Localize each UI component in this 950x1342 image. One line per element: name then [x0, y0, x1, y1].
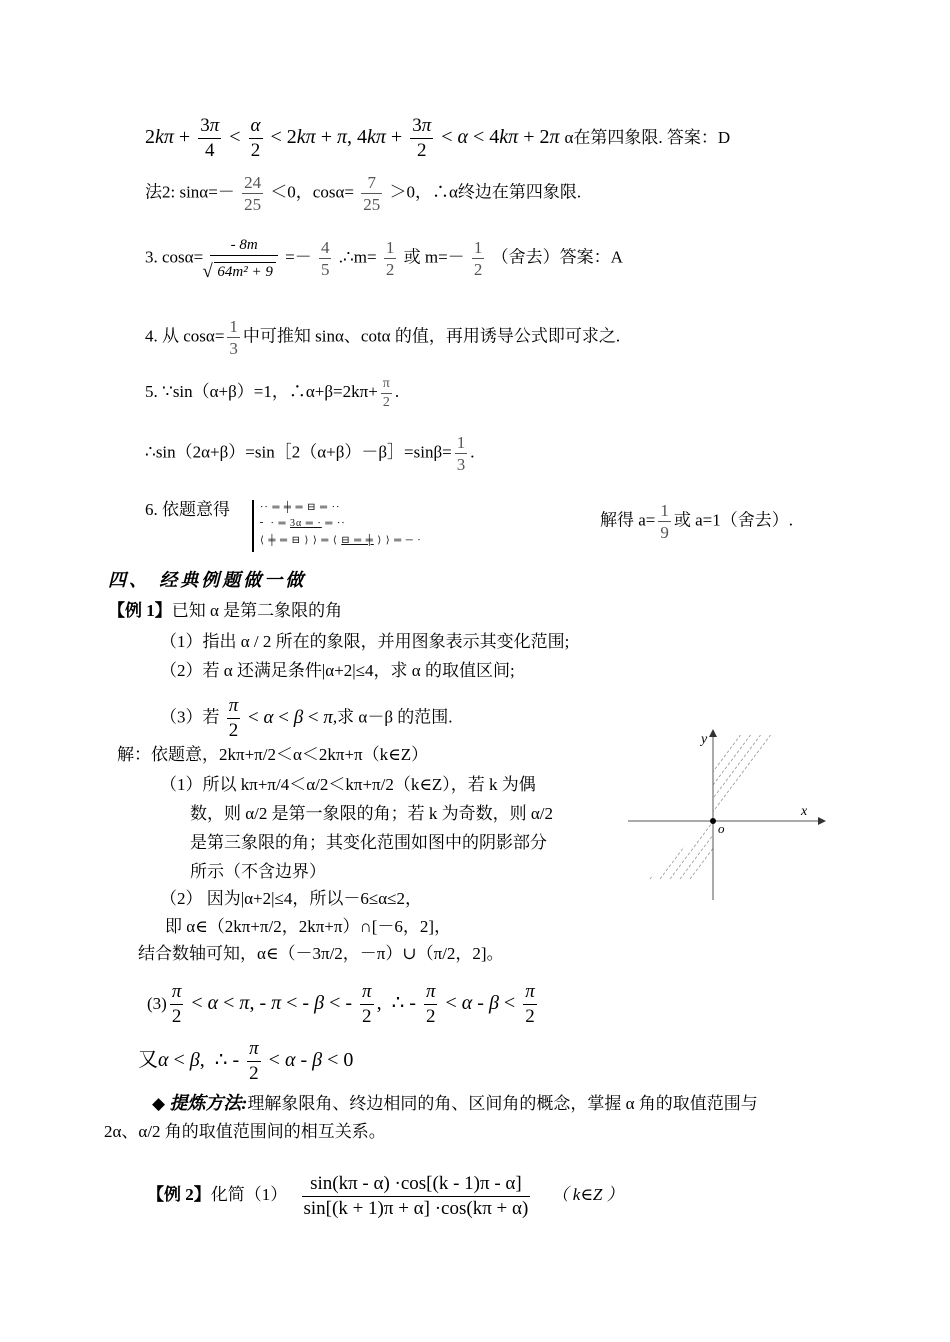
example1-q1: （1）指出 α / 2 所在的象限，并用图象表示其变化范围;	[160, 632, 570, 651]
y-axis-label: y	[701, 732, 708, 747]
example1-q3: （3）若 $\frac{\pi}{2}$ < α < β < π,求 α－β 的范围.	[160, 695, 453, 741]
solution-1d: 所示（不含边界）	[190, 862, 326, 881]
solution-1c: 是第三象限的角；其变化范围如图中的阴影部分	[190, 833, 547, 852]
solution-1a: （1）所以 kπ+π/4＜α/2＜kπ+π/2（k∈Z），若 k 为偶	[160, 775, 536, 794]
item3-line: 3. cosα= - 8m √ 64m² + 9 =－ $\frac{4}{5}$ .∴m= $\frac{1}{2}$ 或 m=－ $\frac{1}{2}$ （舍去）答案：A	[145, 236, 623, 282]
quadrant-graph	[628, 725, 828, 905]
item6-line: 6. 依题意得	[145, 500, 230, 519]
solution-3-line: (3) $\frac{\pi}{2}$ < α < π, - π < - β < - $\frac{\pi}{2}$ , ∴ - $\frac{\pi}{2}$ < α - β < $\frac{\pi}{2}$	[147, 981, 535, 1027]
solution-4-line: 又α < β, ∴ - $\frac{\pi}{2}$ < α - β < 0	[138, 1038, 354, 1084]
example2-line: 【例 2】化简（1） $\frac{\sin(k\pi - \alpha) \cdot\cos[(k - 1)\pi - \alpha]}{\sin[(k + 1)\pi + \alpha] \cdot\cos(k\pi + \alpha)}$ （ k∈Z ）	[147, 1173, 624, 1219]
origin-label: o	[718, 821, 725, 836]
item4-line: 4. 从 cosα= $\frac{1}{3}$ 中可推知 sinα、cotα 的值，再用诱导公式即可求之.	[145, 317, 621, 359]
solution-2c: 结合数轴可知，α∈（－3π/2，－π）∪（π/2，2]。	[138, 944, 504, 963]
x-axis-label: x	[801, 804, 808, 819]
method-line: ◆ 提炼方法:理解象限角、终边相同的角、区间角的概念，掌握 α 角的取值范围与	[152, 1093, 758, 1113]
item6-solution: 解得 a= $\frac{1}{9}$ 或 a=1（舍去）.	[600, 501, 794, 543]
solution-2b: 即 α∈（2kπ+π/2，2kπ+π）∩[－6，2]，	[165, 917, 452, 936]
method-line-2: 2α、α/2 角的取值范围间的相互关系。	[104, 1122, 386, 1141]
item5-line: 5. ∵sin（α+β）=1，∴α+β=2kπ+ $\frac{\pi}{2}$ .	[145, 376, 400, 410]
solution-1b: 数，则 α/2 是第一象限的角；若 k 为奇数，则 α/2	[190, 804, 554, 823]
example1-stem: 【例 1】已知 α 是第二象限的角	[108, 601, 343, 620]
solution-intro: 解：依题意，2kπ+π/2＜α＜2kπ+π（k∈Z）	[117, 745, 429, 764]
solution-2a: （2） 因为|α+2|≤4，所以－6≤α≤2，	[160, 889, 422, 908]
item5-conclusion-line: ∴sin（2α+β）=sin［2（α+β）－β］=sinβ= $\frac{1}{3}$ .	[145, 433, 475, 475]
method2-line: 法2: sinα=－ $\frac{24}{25}$ ＜0，cosα= $\frac{7}{25}$ ＞0，∴α终边在第四象限.	[145, 173, 582, 215]
answer-text: α在第四象限. 答案：D	[564, 127, 731, 147]
example1-q2: （2）若 α 还满足条件|α+2|≤4，求 α 的取值区间;	[160, 661, 515, 680]
bullet-icon: ◆	[152, 1094, 166, 1113]
section-heading: 四、 经典例题做一做	[108, 570, 307, 591]
example2-label: 【例 2】	[147, 1185, 211, 1205]
equation-system-image: ⋅⋅ ═ ╪ ═ ⊟ ═ ⋅⋅ ╴ ⋅ ═ 3α ═ ⋅ ═ ⋅⋅ ⟨ ╪ ═ ⊟ ⟩ ⟩ ═ ⟨ ⊟ ═ ╪ ⟩ ⟩ ═ ─ ⋅	[252, 500, 444, 552]
inequality-line: 2kπ + $\frac{3\pi}{4}$ < $\frac{\alpha}{2}$ < 2kπ + π, 4kπ + $\frac{3\pi}{2}$ < α < 4kπ + 2π α在第四象限. 答案：D	[145, 115, 731, 161]
example1-label: 【例 1】	[108, 601, 172, 620]
